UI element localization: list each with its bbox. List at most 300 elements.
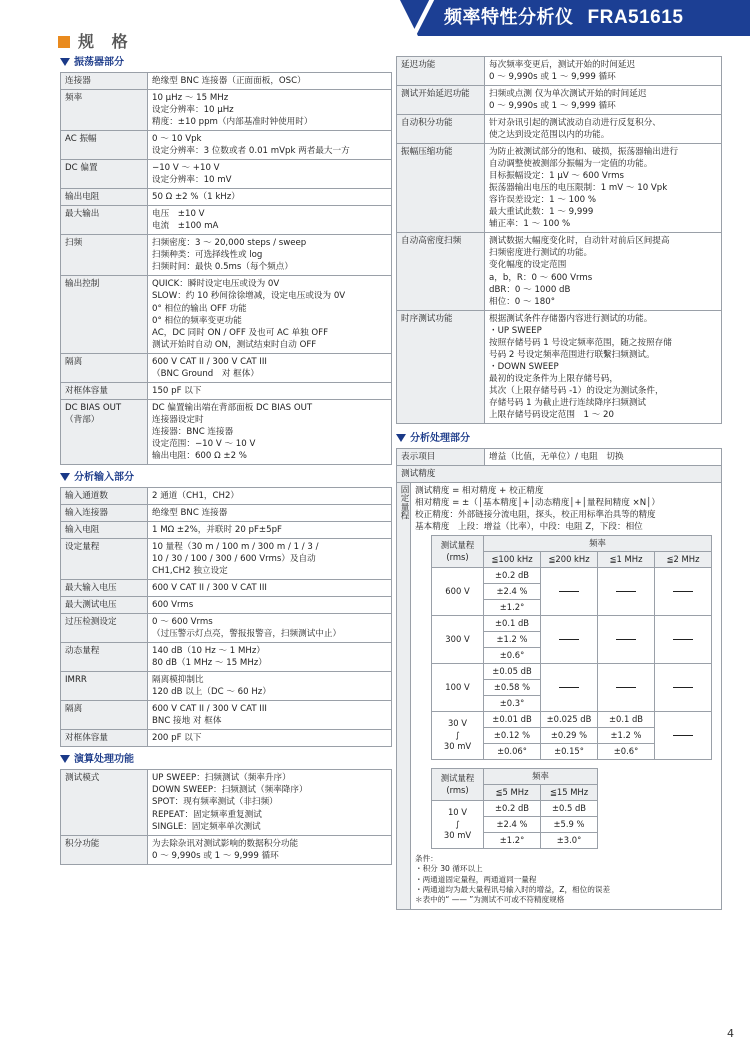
range-cell [432, 712, 484, 760]
spec-value [148, 276, 392, 353]
spec-key [61, 504, 148, 521]
not-applicable-cell [541, 568, 598, 616]
spec-value-line: 设定分辨率：3 位数或者 0.01 mVpk 两者最大一方 [152, 146, 350, 157]
spec-value-line: 使之达到设定范围以内的功能。 [489, 130, 610, 141]
spec-key-line: 自动积分功能 [401, 118, 453, 129]
spec-value-line: 0 ～ 9,990s 或 1 ～ 9,999 循环 [489, 101, 616, 112]
table-row [61, 206, 392, 235]
spec-value-line: 150 pF 以下 [152, 385, 202, 396]
accuracy-formula [415, 485, 717, 533]
spec-value-line: 80 dB（1 MHz ～ 15 MHz） [152, 658, 267, 669]
spec-value [148, 90, 392, 131]
table-row [397, 144, 722, 233]
spec-value-line: 扫频密度：3 ～ 20,000 steps / sweep [152, 238, 307, 249]
spec-value [148, 672, 392, 701]
spec-value-line: 目标振幅设定：1 μV ～ 600 Vrms [489, 171, 625, 182]
spec-value-line: 0 ～ 600 Vrms [152, 617, 213, 628]
spec-key [61, 521, 148, 538]
spec-value-line: 自动调整使被测部分振幅为一定值的功能。 [489, 159, 653, 170]
triangle-icon [60, 58, 70, 66]
spec-value-line: 600 V CAT II / 300 V CAT III [152, 704, 267, 715]
spec-value-line: BNC 接地 对 框体 [152, 716, 222, 727]
not-applicable-cell [655, 568, 712, 616]
spec-value-line: DC 偏置输出端在背部面板 DC BIAS OUT [152, 402, 313, 413]
spec-value-line: 绝缘型 BNC 连接器 [152, 507, 228, 518]
spec-key [61, 672, 148, 701]
spec-key-line: 振幅压缩功能 [401, 147, 453, 158]
spec-value-line: 辅正率：1 ～ 100 % [489, 219, 571, 230]
not-applicable-cell [598, 568, 655, 616]
table-row [61, 701, 392, 730]
spec-key [61, 597, 148, 614]
table-row [397, 57, 722, 86]
dash-mark [616, 639, 636, 640]
freq-header: 频率 [484, 536, 712, 552]
spec-value-line: 0° 相位的输出 OFF 功能 [152, 303, 247, 314]
spec-key [61, 580, 148, 597]
note-line: ・积分 30 循环以上 [415, 864, 483, 874]
spec-key [61, 643, 148, 672]
accuracy-line: 校正精度：外部链接分流电阻，探头，校正用标準治具等的精度 [415, 510, 656, 520]
range-header-line: 测试量程 [440, 539, 475, 550]
right-column [396, 56, 722, 910]
spec-key [397, 57, 485, 86]
table-row [61, 353, 392, 382]
page-header [418, 0, 750, 36]
spec-key [397, 144, 485, 233]
spec-value-line: 120 dB 以上（DC ～ 60 Hz） [152, 687, 271, 698]
spec-value [148, 382, 392, 399]
accuracy-cell: ±0.05 dB [484, 664, 541, 680]
section-oscillator-heading: 振荡器部分 [60, 56, 392, 70]
spec-key-line: 时序测试功能 [401, 313, 453, 324]
spec-value-line: 每次频率变更后，测试开始的时间延迟 [489, 60, 636, 70]
spec-value [485, 57, 722, 86]
spec-value [148, 580, 392, 597]
spec-value-line: 扫频或点测 仅为单次测试开始的时间延迟 [489, 89, 647, 100]
table-row [432, 712, 712, 728]
accuracy-cell: ±0.01 dB [484, 712, 541, 728]
spec-key-line: 对框体容量 [65, 733, 108, 744]
not-applicable-cell [655, 664, 712, 712]
not-applicable-cell [541, 664, 598, 712]
spec-value-line: 0 ～ 9,990s 或 1 ～ 9,999 循环 [152, 850, 279, 861]
page-title [58, 31, 134, 53]
triangle-icon [60, 755, 70, 763]
table-row [432, 616, 712, 632]
accuracy-line: 测试精度 = 相对精度 + 校正精度 [415, 485, 544, 496]
table-row [61, 580, 392, 597]
spec-key [61, 276, 148, 353]
freq-col-header: ≦5 MHz [484, 785, 541, 801]
spec-value [148, 835, 392, 864]
calc-right-table [396, 56, 722, 424]
spec-value-line: 连接器：BNC 连接器 [152, 426, 234, 437]
spec-value-line: 精度：±10 ppm（内部基准时钟使用时） [152, 117, 313, 128]
spec-key-line: 最大测试电压 [65, 600, 117, 611]
spec-value [148, 643, 392, 672]
accuracy-cell: ±0.1 dB [484, 616, 541, 632]
accuracy-cell: ±0.2 dB [484, 568, 541, 584]
accuracy-cell: ±0.29 % [541, 728, 598, 744]
table-row [61, 131, 392, 160]
range-cell-line: 30 V [447, 717, 468, 728]
not-applicable-cell [655, 616, 712, 664]
accuracy-cell: ±0.06° [484, 744, 541, 760]
header-model: FRA51615 [587, 7, 684, 28]
spec-value-line: 0 ～ 9,990s 或 1 ～ 9,999 循环 [489, 72, 616, 83]
accuracy-cell: ±1.2 % [598, 728, 655, 744]
range-cell-line: 300 V [445, 633, 470, 644]
spec-key [61, 538, 148, 579]
triangle-icon [396, 434, 406, 442]
spec-value [485, 233, 722, 310]
left-column [60, 56, 392, 865]
table-row [61, 399, 392, 464]
accuracy-cell: ±2.4 % [484, 584, 541, 600]
spec-value-line: 600 Vrms [152, 600, 194, 611]
accuracy-cell: ±0.6° [598, 744, 655, 760]
spec-key-line: 最大输入电压 [65, 583, 117, 594]
page-title-text: 规 格 [78, 32, 134, 51]
range-cell [432, 568, 484, 616]
spec-value-line: 最初的设定条件为上限存储号码， [489, 373, 618, 384]
spec-value [485, 115, 722, 144]
spec-value-line: UP SWEEP：扫频测试（频率升序） [152, 773, 291, 784]
table-row [397, 86, 722, 115]
table-row [432, 536, 712, 552]
range-header-line: (rms) [446, 784, 469, 795]
spec-value-line: 输出电阻：600 Ω ±2 % [152, 450, 247, 461]
spec-value-line: 按照存储号码 1 号设定频率范围，随之按照存储 [489, 337, 672, 348]
spec-value [148, 597, 392, 614]
spec-value-line: QUICK：瞬时设定电压或设为 0V [152, 279, 280, 290]
table-row [61, 160, 392, 189]
spec-key [397, 233, 485, 310]
dash-mark [559, 639, 579, 640]
dash-mark [616, 687, 636, 688]
calc-table [60, 769, 392, 864]
spec-value-line: 0° 相位的频率变更功能 [152, 315, 242, 326]
range-cell [432, 616, 484, 664]
spec-key [61, 206, 148, 235]
spec-value-line: 140 dB（10 Hz ～ 1 MHz） [152, 646, 265, 657]
table-row [61, 90, 392, 131]
spec-key-line: 隔离 [65, 356, 83, 367]
spec-value-line: 为去除杂讯对测试影响的数据积分功能 [152, 838, 299, 849]
range-cell-line: 30 mV [443, 741, 472, 752]
not-applicable-cell [655, 712, 712, 760]
display-items-value: 增益（比值，无单位）/ 电阻 切换 [485, 448, 722, 465]
spec-key [61, 730, 148, 747]
spec-key-line: 过压检测设定 [65, 617, 117, 628]
spec-key [61, 487, 148, 504]
spec-key [61, 90, 148, 131]
spec-value-line: AC，DC 同时 ON / OFF 及也可 AC 单独 OFF [152, 327, 329, 338]
accuracy-cell: ±0.58 % [484, 680, 541, 696]
spec-key-line: 积分功能 [65, 838, 100, 849]
spec-value-line: dBR：0 ～ 1000 dB [489, 284, 571, 295]
spec-value-line: （BNC Ground 对 框体） [152, 368, 259, 379]
spec-key-line: 自动高密度扫频 [401, 236, 462, 247]
spec-value-line: 电流 ±100 mA [152, 221, 219, 232]
table-row [397, 115, 722, 144]
table-row [432, 769, 598, 785]
spec-value-line: 1 MΩ ±2%，并联时 20 pF±5pF [152, 524, 282, 535]
spec-value-line: ・UP SWEEP [489, 325, 542, 336]
spec-value-line: 其次（上限存储号码 -1）的设定为测试条件， [489, 385, 664, 396]
spec-value-line: 设定范围：−10 V ～ 10 V [152, 438, 256, 449]
freq-col-header: ≦2 MHz [655, 552, 712, 568]
spec-value-line: 扫频种类：可选择线性或 log [152, 250, 263, 261]
spec-value-line: a，b，R：0 ～ 600 Vrms [489, 272, 593, 283]
spec-value [148, 504, 392, 521]
range-cell-line: 100 V [445, 681, 470, 692]
spec-value-line: 测试数据大幅度变化时，自动针对前后区间提高 [489, 236, 670, 247]
spec-value-line: ・DOWN SWEEP [489, 361, 559, 372]
range-cell-line: 30 mV [443, 830, 472, 841]
spec-key [61, 235, 148, 276]
table-row [432, 664, 712, 680]
spec-value-line: 隔离模抑制比 [152, 675, 204, 686]
freq-header: 频率 [484, 769, 598, 785]
note-line: ＊表中的“ —— ”为测试不可或不符精度规格 [415, 895, 565, 905]
display-items-table [396, 448, 722, 466]
spec-value-line: 振荡器输出电压的电压限制：1 mV ～ 10 Vpk [489, 183, 668, 194]
not-applicable-cell [598, 616, 655, 664]
dash-mark [673, 735, 693, 736]
spec-key [61, 382, 148, 399]
spec-value-line: 200 pF 以下 [152, 733, 202, 744]
range-header-line: 测试量程 [440, 772, 475, 783]
spec-value-line: 2 通道（CH1，CH2） [152, 490, 240, 501]
accuracy-cell: ±0.12 % [484, 728, 541, 744]
spec-value-line: 扫频密度进行测试的功能。 [489, 248, 593, 259]
range-cell-line: 10 V [447, 806, 468, 817]
table-row [61, 835, 392, 864]
spec-value-line: 最大重试此数：1 ～ 9,999 [489, 207, 594, 218]
spec-value [485, 144, 722, 233]
spec-value-line: 0 ～ 10 Vpk [152, 134, 202, 145]
spec-value-line: CH1,CH2 独立设定 [152, 566, 228, 577]
table-row [61, 672, 392, 701]
oscillator-table [60, 72, 392, 465]
spec-value-line: 变化幅度的设定范围 [489, 260, 567, 271]
dash-mark [559, 687, 579, 688]
spec-value-line: 600 V CAT II / 300 V CAT III [152, 356, 267, 367]
table-row [61, 538, 392, 579]
orange-square-icon [58, 36, 70, 48]
spec-value-line: SPOT：现有频率测试（非扫频） [152, 797, 278, 808]
dash-mark [559, 591, 579, 592]
accuracy-side-label: 固定量程 [397, 483, 411, 909]
accuracy-cell: ±1.2° [484, 833, 541, 849]
accuracy-block [396, 466, 722, 910]
spec-value-line: SLOW：约 10 秒间徐徐增减，设定电压或设为 0V [152, 291, 346, 302]
table-row [61, 382, 392, 399]
spec-key [61, 73, 148, 90]
header-title: 频率特性分析仪 [444, 7, 574, 28]
spec-key-line: 频率 [65, 93, 83, 104]
spec-key [61, 835, 148, 864]
spec-value-line: 600 V CAT II / 300 V CAT III [152, 583, 267, 594]
not-applicable-cell [541, 616, 598, 664]
spec-key-line: DC BIAS OUT [65, 402, 122, 413]
accuracy-cell: ±2.4 % [484, 817, 541, 833]
spec-value-line: （过压警示灯点亮，警报报警音，扫频测试中止） [152, 629, 342, 640]
section-calc-heading: 演算处理功能 [60, 753, 392, 767]
spec-value-line: 连接器设定时 [152, 414, 204, 425]
accuracy-notes [415, 854, 717, 905]
table-row [61, 189, 392, 206]
spec-key-line: 动态量程 [65, 646, 100, 657]
spec-value-line: 根据测试条件存储器内容进行测试的功能。 [489, 313, 653, 324]
spec-value-line: REPEAT：固定频率重复测试 [152, 809, 262, 820]
spec-value [148, 521, 392, 538]
accuracy-cell: ±0.1 dB [598, 712, 655, 728]
spec-value [148, 235, 392, 276]
table-row [61, 643, 392, 672]
spec-key-line: 对框体容量 [65, 385, 108, 396]
display-items-key: 表示项目 [397, 448, 485, 465]
accuracy-cell: ±0.5 dB [541, 801, 598, 817]
table-row [61, 597, 392, 614]
spec-key [61, 353, 148, 382]
spec-value-line: 绝缘型 BNC 连接器（正面面板，OSC） [152, 76, 306, 86]
spec-key [61, 160, 148, 189]
spec-value-line: 为防止被测试部分的饱和、破损，振荡器输出进行 [489, 147, 679, 158]
spec-value [148, 487, 392, 504]
spec-key-line: 输入连接器 [65, 507, 108, 518]
spec-key-line: DC 偏置 [65, 163, 98, 174]
spec-value [148, 73, 392, 90]
page-number: 4 [727, 1026, 734, 1040]
spec-value-line: 测试开始时自动 ON，测试结束时自动 OFF [152, 339, 317, 350]
spec-key-line: 测试模式 [65, 773, 100, 784]
table-row [432, 568, 712, 584]
spec-value-line: 电压 ±10 V [152, 209, 205, 220]
freq-col-header: ≦1 MHz [598, 552, 655, 568]
spec-value-line: 号码 2 号设定频率范围进行联繫扫频测试。 [489, 349, 655, 360]
spec-value [148, 160, 392, 189]
note-line: ・两通道均为最大量程讯号输入时的增益，Z，相位的误差 [415, 884, 611, 894]
freq-col-header: ≦100 kHz [484, 552, 541, 568]
spec-value-line: −10 V ～ +10 V [152, 163, 220, 174]
range-cell [432, 664, 484, 712]
range-cell-line: ∫ [455, 818, 460, 829]
spec-key-line: 扫频 [65, 238, 83, 249]
spec-key [397, 86, 485, 115]
table-row [397, 310, 722, 423]
range-cell-line: ∫ [455, 729, 460, 740]
note-line: 条件： [415, 854, 438, 864]
range-header [432, 769, 484, 801]
spec-value [148, 206, 392, 235]
spec-value-line: 容许误差设定：1 ～ 100 % [489, 195, 596, 206]
spec-value [148, 614, 392, 643]
spec-value-line: 设定分辨率：10 μHz [152, 105, 234, 116]
dash-mark [616, 591, 636, 592]
accuracy-cell: ±5.9 % [541, 817, 598, 833]
spec-key-line: 连接器 [65, 76, 91, 86]
spec-value [485, 310, 722, 423]
spec-key-line: IMRR [65, 675, 87, 686]
spec-key-line: （背部） [65, 414, 100, 425]
spec-value-line: 50 Ω ±2 %（1 kHz） [152, 192, 240, 203]
spec-key-line: 输出控制 [65, 279, 100, 290]
spec-value-line: 10 / 30 / 100 / 300 / 600 Vrms）及自动 [152, 554, 316, 564]
spec-key [61, 399, 148, 464]
spec-key [61, 189, 148, 206]
accuracy-cell: ±0.2 dB [484, 801, 541, 817]
spec-value [148, 770, 392, 835]
dash-mark [673, 639, 693, 640]
spec-key-line: 测试开始延迟功能 [401, 89, 470, 100]
freq-col-header: ≦15 MHz [541, 785, 598, 801]
range-cell-line: 600 V [445, 585, 470, 596]
spec-value [148, 538, 392, 579]
spec-value-line: DOWN SWEEP：扫频测试（频率降序） [152, 785, 308, 796]
spec-key-line: 输入通道数 [65, 490, 108, 501]
analysis-input-table [60, 487, 392, 748]
table-row [61, 730, 392, 747]
accuracy-cell: ±0.15° [541, 744, 598, 760]
spec-value [148, 353, 392, 382]
spec-value [148, 131, 392, 160]
table-row [61, 487, 392, 504]
triangle-icon [60, 473, 70, 481]
spec-key-line: 输出电阻 [65, 192, 100, 203]
accuracy-line: 相对精度 = ±（│基本精度│+│动态精度│+│量程间精度 ×N│） [415, 497, 660, 508]
spec-value-line: 设定分辨率：10 mV [152, 175, 232, 186]
spec-key [61, 701, 148, 730]
spec-key-line: 输入电阻 [65, 524, 100, 535]
accuracy-cell: ±1.2° [484, 600, 541, 616]
accuracy-cell: ±3.0° [541, 833, 598, 849]
table-row [61, 521, 392, 538]
dash-mark [673, 687, 693, 688]
table-row [61, 73, 392, 90]
not-applicable-cell [598, 664, 655, 712]
accuracy-table-1 [431, 535, 712, 760]
table-row [61, 504, 392, 521]
spec-value [148, 399, 392, 464]
spec-value-line: 10 μHz ～ 15 MHz [152, 93, 229, 104]
spec-key [61, 770, 148, 835]
range-header-line: (rms) [446, 551, 469, 562]
spec-value [485, 86, 722, 115]
spec-value-line: SINGLE：固定频率单次测试 [152, 821, 261, 832]
spec-value-line: 扫频时间：最快 0.5ms（每个频点） [152, 262, 293, 273]
table-row [397, 448, 722, 465]
accuracy-cell: ±0.3° [484, 696, 541, 712]
table-row [432, 801, 598, 817]
spec-key-line: AC 振幅 [65, 134, 97, 145]
spec-key-line: 延迟功能 [401, 60, 436, 70]
accuracy-line: 基本精度 上段：增益（比率），中段：电阻 Z，下段：相位 [415, 522, 643, 533]
table-row [61, 770, 392, 835]
freq-col-header: ≦200 kHz [541, 552, 598, 568]
spec-value-line: 针对杂讯引起的测试波动自动进行反复积分、 [489, 118, 661, 129]
spec-key-line: 最大输出 [65, 209, 100, 220]
spec-value-line: 存储号码 1 为截止进行连续降序扫频测试 [489, 397, 647, 408]
table-row [397, 233, 722, 310]
table-row [61, 614, 392, 643]
spec-key [61, 614, 148, 643]
range-header [432, 536, 484, 568]
accuracy-title: 测试精度 [397, 466, 721, 483]
table-row [61, 235, 392, 276]
